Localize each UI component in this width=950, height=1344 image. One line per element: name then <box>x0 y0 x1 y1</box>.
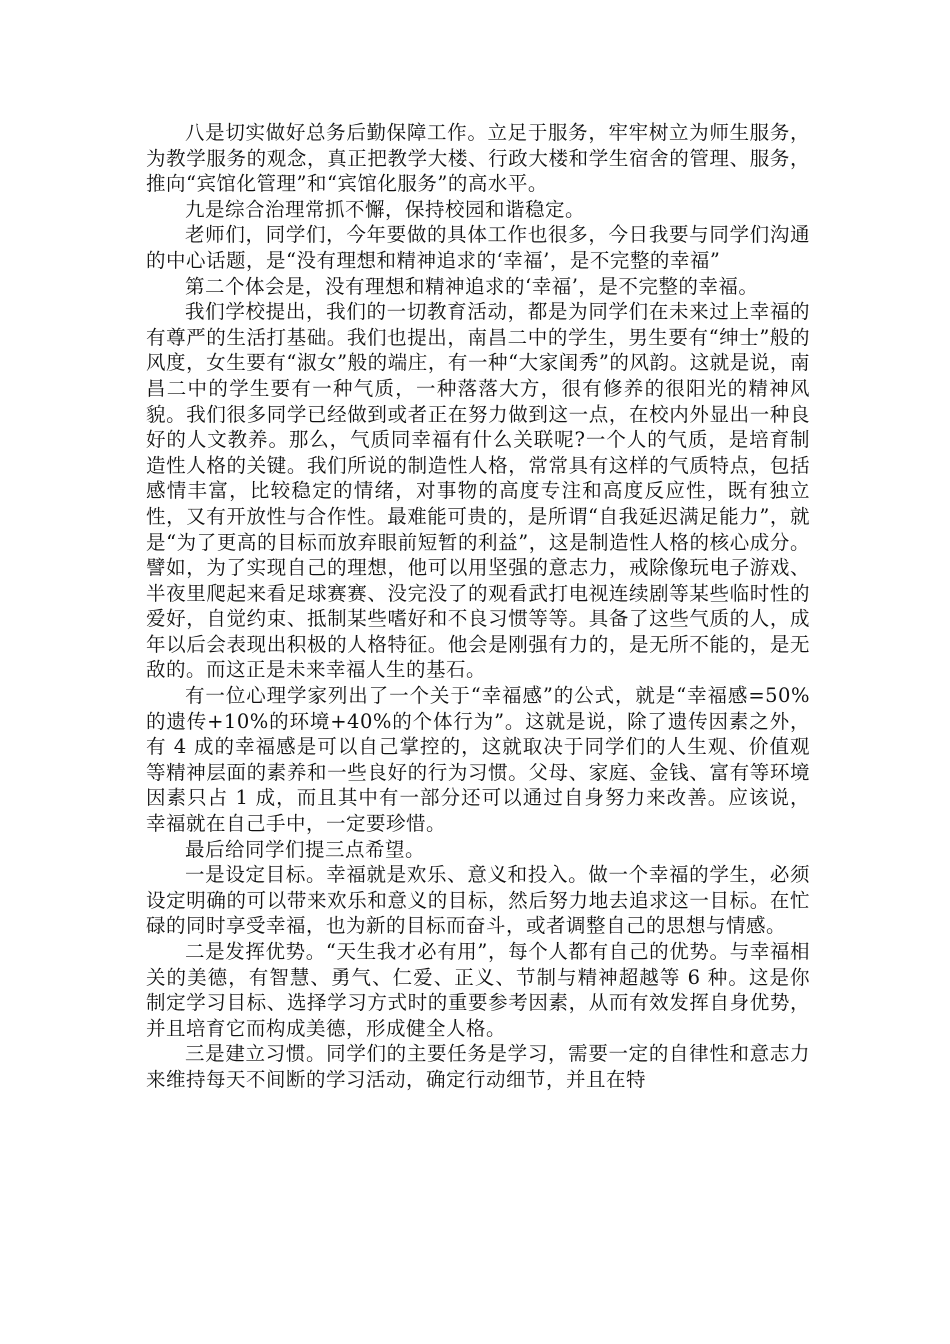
paragraph-build-habits: 三是建立习惯。同学们的主要任务是学习，需要一定的自律性和意志力来维持每天不间断的学习活动，确定行动细节，并且在特 <box>146 1042 810 1091</box>
paragraph-use-strengths: 二是发挥优势。“天生我才必有用”，每个人都有自己的优势。与幸福相关的美德，有智慧、勇气、仁爱、正义、节制与精神超越等 6 种。这是你制定学习目标、选择学习方式时的重要参考因素，从而有效发挥自身优势，并且培育它而构成美德，形成健全人格。 <box>146 940 810 1040</box>
paragraph-campus-stability: 九是综合治理常抓不懈，保持校园和谐稳定。 <box>185 197 586 221</box>
paragraph-school-temperament: 我们学校提出，我们的一切教育活动，都是为同学们在未来过上幸福的有尊严的生活打基础。我们也提出，南昌二中的学生，男生要有“绅士”般的风度，女生要有“淑女”般的端庄，有一种“大家闺秀”的风韵。这就是说，南昌二中的学生要有一种气质，一种落落大方，很有修养的很阳光的精神风貌。我们很多同学已经做到或者正在努力做到这一点，在校内外显出一种良好的人文教养。那么，气质同幸福有什么关联呢?一个人的气质，是培育制造性人格的关键。我们所说的制造性人格，常常具有这样的气质特点，包括感情丰富，比较稳定的情绪，对事物的高度专注和高度反应性，既有独立性，又有开放性与合作性。最难能可贵的，是所谓“自我延迟满足能力”，就是“为了更高的目标而放弃眼前短暂的利益”，这是制造性人格的核心成分。譬如，为了实现自己的理想，他可以用坚强的意志力，戒除像玩电子游戏、半夜里爬起来看足球赛赛、没完没了的观看武打电视连续剧等某些临时性的爱好，自觉约束、抵制某些嗜好和不良习惯等等。具备了这些气质的人，成年以后会表现出积极的人格特征。他会是刚强有力的，是无所不能的，是无敌的。而这正是未来幸福人生的基石。 <box>146 300 810 682</box>
paragraph-three-hopes-intro: 最后给同学们提三点希望。 <box>185 837 426 861</box>
paragraph-happiness-formula: 有一位心理学家列出了一个关于“幸福感”的公式，就是“幸福感=50%的遗传+10%的环境+40%的个体行为”。这就是说，除了遗传因素之外，有 4 成的幸福感是可以自己掌控的，这就取决于同学们的人生观、价值观等精神层面的素养和一些良好的行为习惯。父母、家庭、金钱、富有等环境因素只占 1 成，而且其中有一部分还可以通过自身努力来改善。应该说，幸福就在自己手中，一定要珍惜。 <box>146 684 810 836</box>
paragraph-central-topic: 老师们，同学们，今年要做的具体工作也很多，今日我要与同学们沟通的中心话题，是“没有理想和精神追求的‘幸福’，是不完整的幸福” <box>146 223 810 272</box>
paragraph-set-goals: 一是设定目标。幸福就是欢乐、意义和投入。做一个幸福的学生，必须设定明确的可以带来欢乐和意义的目标，然后努力地去追求这一目标。在忙碌的同时享受幸福，也为新的目标而奋斗，或者调整自己的思想与情感。 <box>146 863 810 938</box>
paragraph-general-affairs: 八是切实做好总务后勤保障工作。立足于服务，牢牢树立为师生服务，为教学服务的观念，真正把教学大楼、行政大楼和学生宿舍的管理、服务，推向“宾馆化管理”和“宾馆化服务”的高水平。 <box>146 121 810 196</box>
paragraph-second-insight: 第二个体会是，没有理想和精神追求的‘幸福’，是不完整的幸福。 <box>185 274 759 298</box>
